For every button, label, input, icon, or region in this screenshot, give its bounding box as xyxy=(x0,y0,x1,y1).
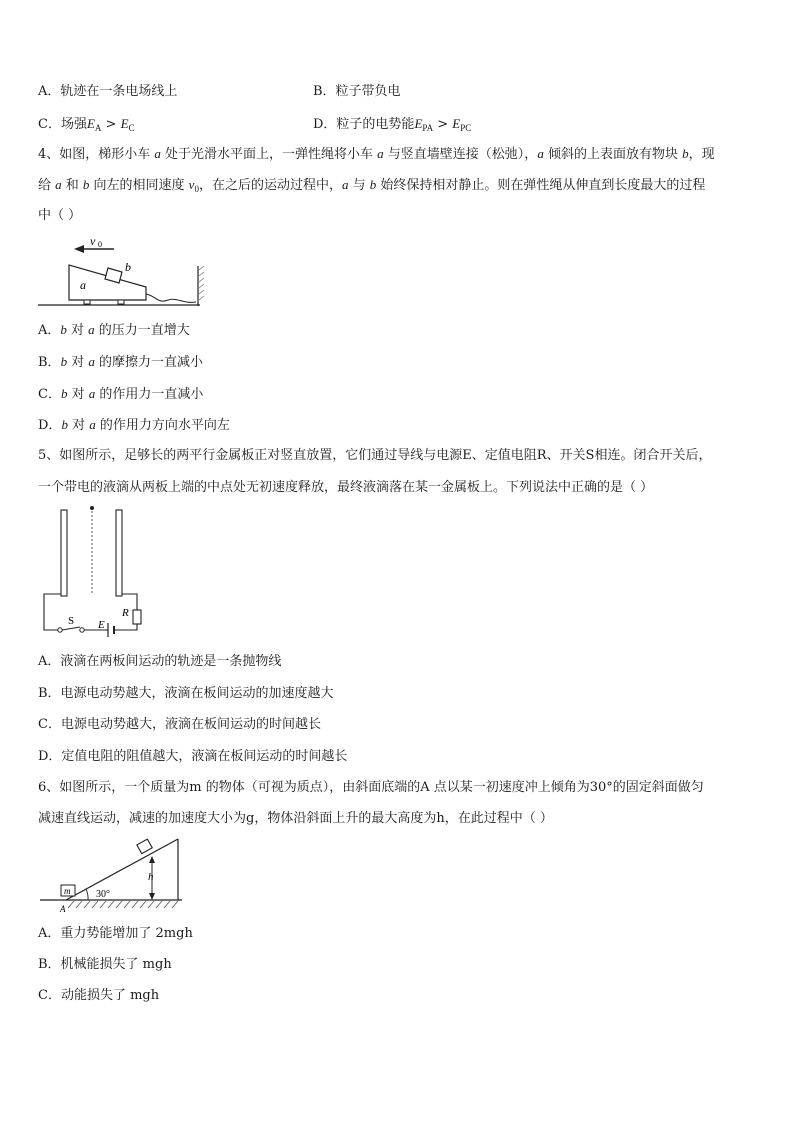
wheel-left xyxy=(84,300,90,304)
q5-circuit-figure xyxy=(36,502,148,640)
q4-option-c: C．b 对 a 的作用力一直减小 xyxy=(38,386,204,402)
velocity-label: v xyxy=(90,234,96,248)
elastic-rope xyxy=(146,294,196,302)
left-metal-plate xyxy=(61,510,67,596)
wire-left xyxy=(44,594,61,630)
q5-stem-line2: 一个带电的液滴从两板上端的中点处无初速度释放，最终液滴落在某一金属板上。下列说法中正确的是（ ） xyxy=(38,480,654,495)
wall-hatching xyxy=(199,266,204,300)
q6-incline-figure xyxy=(40,834,190,916)
q6-option-a: A．重力势能增加了 2mgh xyxy=(38,926,193,941)
q4-stem-line1: 4、如图，梯形小车 a 处于光滑水平面上，一弹性绳将小车 a 与竖直墙壁连接（松弛），a 倾斜的上表面放有物块 b，现 xyxy=(38,146,715,162)
q6-option-c: C．动能损失了 mgh xyxy=(38,988,160,1003)
switch-terminal-left xyxy=(58,628,62,632)
battery-label: E xyxy=(98,619,105,631)
wheel-right xyxy=(118,300,124,304)
cart-a-label: a xyxy=(80,278,86,292)
incline-surface xyxy=(66,839,178,900)
ground-hatching xyxy=(68,901,178,908)
resistor-label: R xyxy=(122,607,129,619)
switch-terminal-right xyxy=(80,628,84,632)
q4-stem-line2: 给 a 和 b 向左的相同速度 $v_0$，在之后的运动过程中，a 与 b 始终保持相对静止。则在弹性绳从伸直到长度最大的过程 xyxy=(38,177,706,194)
q3-option-c: C．场强$E_A > E_C$ xyxy=(38,116,135,133)
q6-stem-line1: 6、如图所示，一个质量为m 的物体（可视为质点），由斜面底端的A 点以某一初速度冲上倾角为30°的固定斜面做匀 xyxy=(38,780,704,795)
q4-option-d: D．b 对 a 的作用力方向水平向左 xyxy=(38,417,230,433)
right-metal-plate xyxy=(116,510,122,596)
q5-option-a: A．液滴在两板间运动的轨迹是一条抛物线 xyxy=(38,654,282,669)
height-label: h xyxy=(148,871,154,883)
angle-arc xyxy=(86,889,88,900)
q4-stem-line3: 中（ ） xyxy=(38,208,82,223)
droplet xyxy=(90,506,94,510)
q3-option-b: B．粒子带负电 xyxy=(313,84,401,99)
q6-stem-line2: 减速直线运动，减速的加速度大小为g，物体沿斜面上升的最大高度为h，在此过程中（ ） xyxy=(38,811,553,826)
switch-label: S xyxy=(68,615,75,627)
q5-option-c: C．电源电动势越大，液滴在板间运动的时间越长 xyxy=(38,717,321,732)
q4-option-a: A．b 对 a 的压力一直增大 xyxy=(38,322,190,338)
q5-option-d: D．定值电阻的阻值越大，液滴在板间运动的时间越长 xyxy=(38,749,348,764)
resistor-r xyxy=(133,610,141,624)
q5-stem-line1: 5、如图所示，足够长的两平行金属板正对竖直放置，它们通过导线与电源E、定值电阻R、开关S相连。闭合开关后， xyxy=(38,448,712,463)
switch-s xyxy=(62,627,80,630)
block-top xyxy=(137,839,152,854)
q3-option-a: A．轨迹在一条电场线上 xyxy=(38,84,178,99)
velocity-arrow-head xyxy=(74,245,84,253)
q4-cart-figure xyxy=(36,234,206,310)
q4-option-b: B．b 对 a 的摩擦力一直减小 xyxy=(38,354,203,370)
q5-option-b: B．电源电动势越大，液滴在板间运动的加速度越大 xyxy=(38,686,334,701)
block-b-label: b xyxy=(125,260,131,274)
mass-label: m xyxy=(64,886,71,896)
q6-option-b: B．机械能损失了 mgh xyxy=(38,957,172,972)
velocity-sub: 0 xyxy=(98,240,102,249)
q3-option-d: D．粒子的电势能$E_{PA} > E_{PC}$ xyxy=(313,116,472,133)
angle-label: 30° xyxy=(96,889,110,900)
point-a-label: A xyxy=(60,904,66,914)
wire-right-bottom xyxy=(116,624,137,630)
